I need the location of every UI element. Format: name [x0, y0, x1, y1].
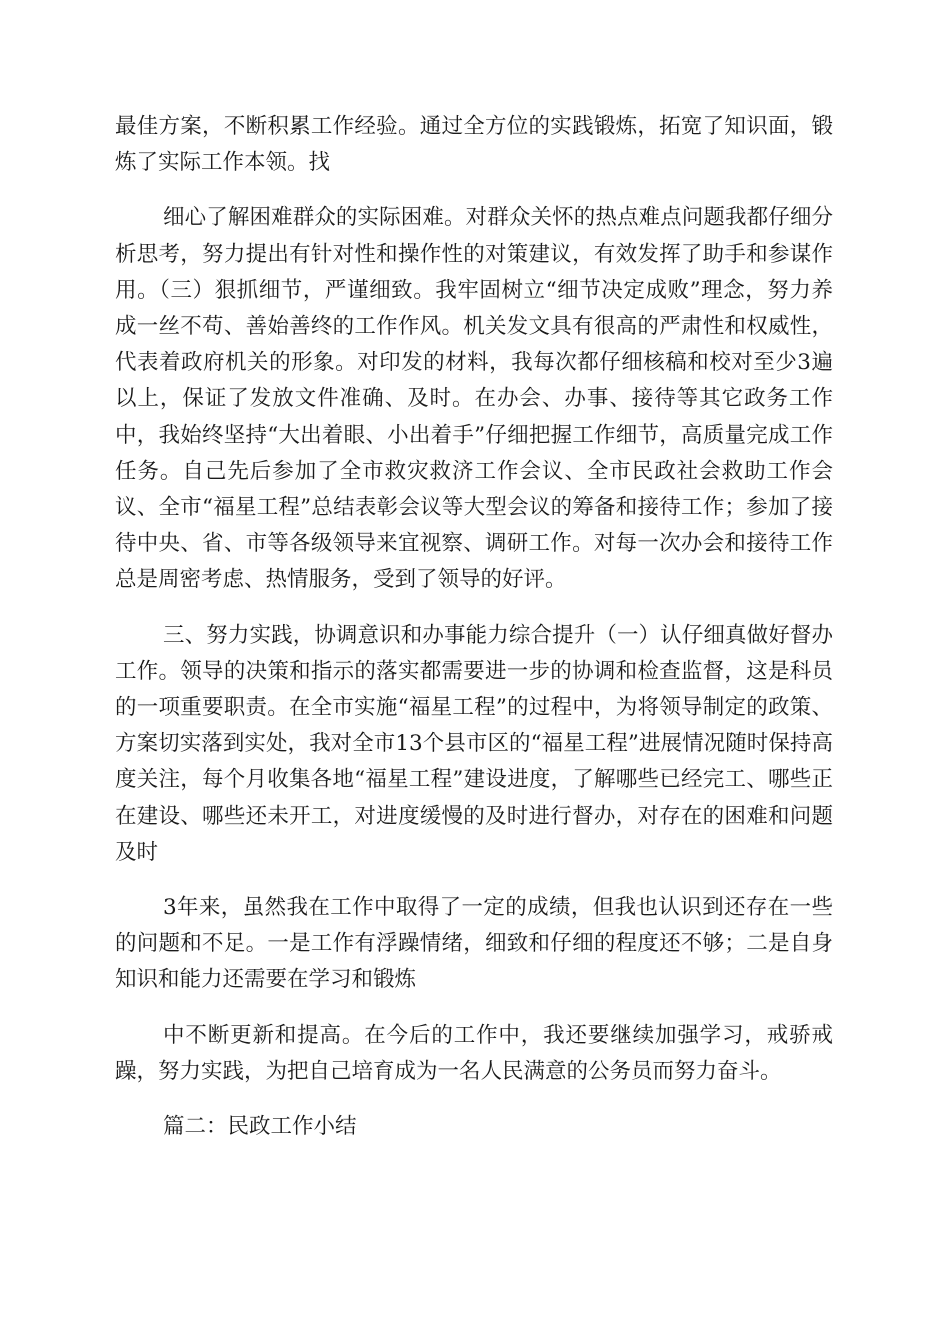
document-body	[115, 109, 833, 1145]
paragraph-2: 细心了解困难群众的实际困难。对群众关怀的热点难点问题我都仔细分析思考，努力提出有针对性和操作性的对策建议，有效发挥了助手和参谋作用。（三）狠抓细节，严谨细致。我牢固树立“细节决定成败”理念，努力养成一丝不苟、善始善终的工作作风。机关发文具有很高的严肃性和权威性，代表着政府机关的形象。对印发的材料，我每次都仔细核稿和校对至少3遍以上，保证了发放文件准确、及时。在办会、办事、接待等其它政务工作中，我始终坚持“大出着眼、小出着手”仔细把握工作细节，高质量完成工作任务。自己先后参加了全市救灾救济工作会议、全市民政社会救助工作会议、全市“福星工程”总结表彰会议等大型会议的筹备和接待工作；参加了接待中央、省、市等各级领导来宜视察、调研工作。对每一次办会和接待工作总是周密考虑、热情服务，受到了领导的好评。	[115, 205, 833, 593]
paragraph-5: 中不断更新和提高。在今后的工作中，我还要继续加强学习，戒骄戒躁，努力实践，为把自己培育成为一名人民满意的公务员而努力奋斗。	[115, 1022, 833, 1084]
paragraph-3: 三、努力实践，协调意识和办事能力综合提升（一）认仔细真做好督办工作。领导的决策和指示的落实都需要进一步的协调和检查监督，这是科员的一项重要职责。在全市实施“福星工程”的过程中，为将领导制定的政策、方案切实落到实处，我对全市13个县市区的“福星工程”进展情况随时保持高度关注，每个月收集各地“福星工程”建设进度，了解哪些已经完工、哪些正在建设、哪些还未开工，对进度缓慢的及时进行督办，对存在的困难和问题及时	[115, 622, 833, 865]
paragraph-1: 最佳方案，不断积累工作经验。通过全方位的实践锻炼，拓宽了知识面，锻炼了实际工作本领。找	[115, 114, 833, 176]
section-heading: 篇二：民政工作小结	[163, 1114, 357, 1140]
paragraph-4: 3年来，虽然我在工作中取得了一定的成绩，但我也认识到还存在一些的问题和不足。一是工作有浮躁情绪，细致和仔细的程度还不够；二是自身知识和能力还需要在学习和锻炼	[115, 895, 833, 993]
